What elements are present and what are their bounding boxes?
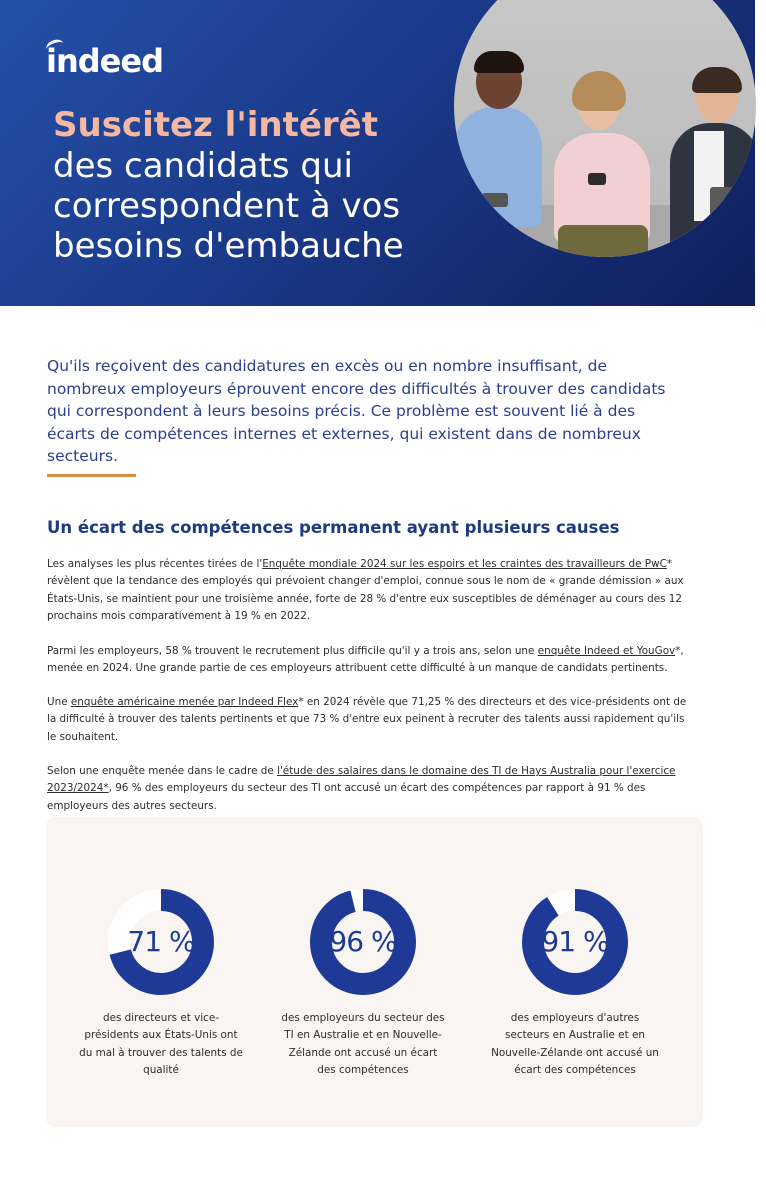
paragraph-text: Une xyxy=(47,696,71,708)
paragraph-text: Parmi les employeurs, 58 % trouvent le recrutement plus difficile qu'il y a trois ans, selon une xyxy=(47,645,538,657)
stat-description: des employeurs d'autres secteurs en Australie et en Nouvelle-Zélande ont accusé un écart des compétences xyxy=(491,1012,659,1076)
indeed-logo: indeed xyxy=(46,42,163,80)
section-divider xyxy=(47,474,136,477)
paragraph-text: Les analyses les plus récentes tirées de l' xyxy=(47,558,263,570)
paragraph-hays xyxy=(47,763,687,815)
paragraph-pwc xyxy=(47,556,687,625)
donut-chart xyxy=(308,887,418,997)
stat-description: des directeurs et vice-présidents aux États-Unis ont du mal à trouver des talents de qualité xyxy=(79,1012,243,1076)
hero-title xyxy=(53,104,453,266)
stat-percentage: 71 % xyxy=(127,925,195,958)
yougov-survey-link[interactable]: enquête Indeed et YouGov xyxy=(537,645,676,657)
paragraph-indeed-flex xyxy=(47,694,687,746)
hero-title-accent: Suscitez l'intérêt xyxy=(53,105,378,145)
pwc-survey-link[interactable]: Enquête mondiale 2024 sur les espoirs et les craintes des travailleurs de PwC xyxy=(262,558,667,570)
hays-study-link[interactable]: l'étude des salaires dans le domaine des TI de Hays Australia pour l'exercice 2023/2024* xyxy=(47,765,676,795)
paragraph-text: *, menée en 2024. Une grande partie de ces employeurs attribuent cette difficulté à un manque de candidats pertinents. xyxy=(47,645,684,675)
paragraph-text: * révèlent que la tendance des employés qui prévoient changer d'emploi, connue sous le nom de « grande démission » aux États-Unis, se maintient pour une troisième année, forte de 28 % d'entre eux susceptibles de déménager au cours des 12 prochains mois comparativement à 19 % en 2022. xyxy=(47,558,684,622)
stats-panel xyxy=(46,817,703,1127)
stat-card xyxy=(485,887,665,1079)
intro-paragraph: Qu'ils reçoivent des candidatures en excès ou en nombre insuffisant, de nombreux employeurs éprouvent encore des difficultés à trouver des candidats qui correspondent à leurs besoins précis. Ce problème est souvent lié à des écarts de compétences internes et externes, qui existent dans de nombreux secteurs. xyxy=(47,357,666,465)
hero-title-line: besoins d'embauche xyxy=(53,226,404,266)
stat-description: des employeurs du secteur des TI en Australie et en Nouvelle-Zélande ont accusé un écart des compétences xyxy=(281,1012,445,1076)
hero-title-line: des candidats qui xyxy=(53,146,353,186)
stat-card xyxy=(273,887,453,1079)
paragraph-text: Selon une enquête menée dans le cadre de xyxy=(47,765,278,777)
donut-chart xyxy=(106,887,216,997)
donut-chart xyxy=(520,887,630,997)
indeed-flex-survey-link[interactable]: enquête américaine menée par Indeed Flex xyxy=(70,696,299,708)
paragraph-text: , 96 % des employeurs du secteur des TI ont accusé un écart des compétences par rapport à 91 % des employeurs des autres secteurs. xyxy=(47,782,646,812)
stat-card xyxy=(71,887,251,1079)
paragraph-yougov xyxy=(47,643,687,678)
stat-percentage: 96 % xyxy=(329,925,397,958)
candidates-photo xyxy=(454,0,756,257)
stat-percentage: 91 % xyxy=(541,925,609,958)
paragraph-text: * en 2024 révèle que 71,25 % des directeurs et des vice-présidents ont de la difficulté à trouver des talents pertinents et que 73 % d'entre eux peinent à recruter des talents aussi rapidement qu'ils le souhaitent. xyxy=(47,696,687,743)
section-title: Un écart des compétences permanent ayant plusieurs causes xyxy=(47,518,620,537)
hero-title-line: correspondent à vos xyxy=(53,186,401,226)
